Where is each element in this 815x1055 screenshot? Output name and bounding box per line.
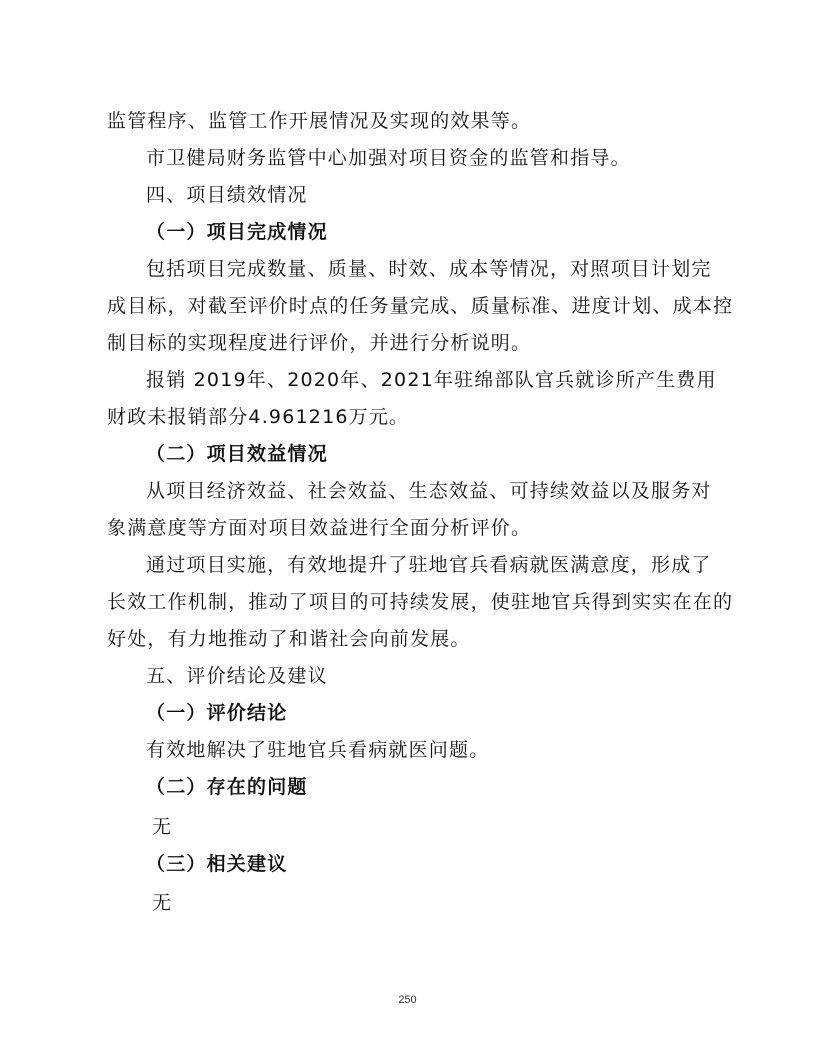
body-text-line: 无 xyxy=(152,892,173,914)
section-heading: 四、项目绩效情况 xyxy=(146,184,308,206)
subsection-heading: （二）项目效益情况 xyxy=(146,443,328,465)
body-text-line: 通过项目实施，有效地提升了驻地官兵看病就医满意度，形成了 xyxy=(146,554,712,576)
body-text-line: 有效地解决了驻地官兵看病就医问题。 xyxy=(146,739,490,761)
subsection-heading: （三）相关建议 xyxy=(146,853,288,875)
subsection-heading: （一）评价结论 xyxy=(146,702,288,724)
body-text-line: 监管程序、监管工作开展情况及实现的效果等。 xyxy=(107,110,532,132)
subsection-heading: （二）存在的问题 xyxy=(146,776,308,798)
page-number: 250 xyxy=(398,994,417,1006)
body-text-line: 制目标的实现程度进行评价，并进行分析说明。 xyxy=(107,332,532,354)
body-text-line: 市卫健局财务监管中心加强对项目资金的监管和指导。 xyxy=(146,147,631,169)
body-text-line: 财政未报销部分4.961216万元。 xyxy=(107,406,410,428)
body-text-line: 长效工作机制，推动了项目的可持续发展，使驻地官兵得到实实在在的 xyxy=(107,591,734,613)
body-text-line: 报销 2019年、2020年、2021年驻绵部队官兵就诊所产生费用 xyxy=(146,369,717,391)
body-text-line: 好处，有力地推动了和谐社会向前发展。 xyxy=(107,628,471,650)
body-text-line: 包括项目完成数量、质量、时效、成本等情况，对照项目计划完 xyxy=(146,258,712,280)
body-text-line: 成目标，对截至评价时点的任务量完成、质量标准、进度计划、成本控 xyxy=(107,295,734,317)
subsection-heading: （一）项目完成情况 xyxy=(146,221,328,243)
section-heading: 五、评价结论及建议 xyxy=(146,665,328,687)
body-text-line: 从项目经济效益、社会效益、生态效益、可持续效益以及服务对 xyxy=(146,480,712,502)
body-text-line: 无 xyxy=(152,816,173,838)
body-text-line: 象满意度等方面对项目效益进行全面分析评价。 xyxy=(107,517,532,539)
